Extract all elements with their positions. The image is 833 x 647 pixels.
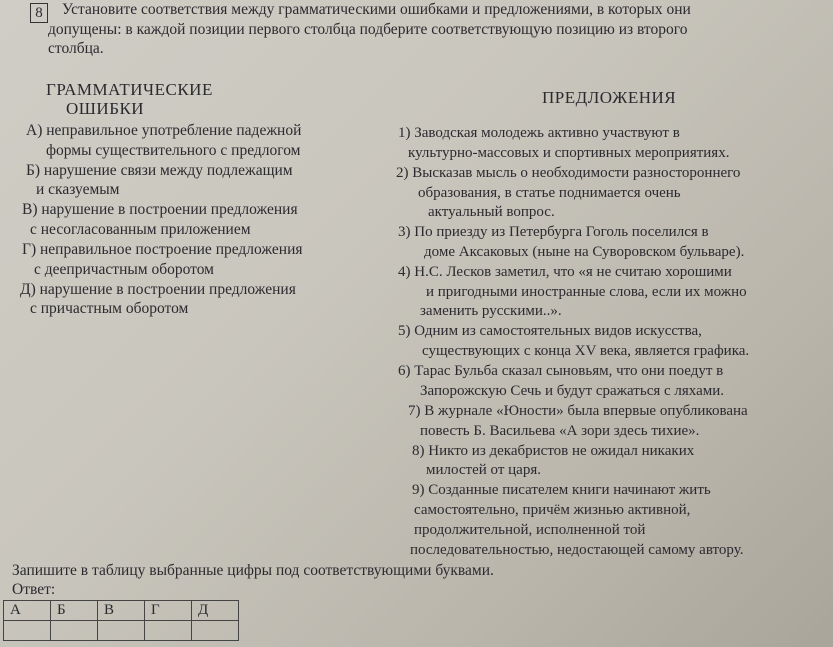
sentence-item: 5) Одним из самостоятельных видов искусства, <box>398 323 702 339</box>
error-item: с причастным оборотом <box>30 300 189 317</box>
error-item: В) нарушение в построении предложения <box>22 201 298 218</box>
instruction-text: Запишите в таблицу выбранные цифры под соответствующими буквами. <box>12 562 494 579</box>
right-header: ПРЕДЛОЖЕНИЯ <box>542 88 677 107</box>
sentence-item: доме Аксаковых (ныне на Суворовском бульваре). <box>424 244 745 260</box>
task-text-line: столбца. <box>48 40 104 57</box>
sentence-item: 1) Заводская молодежь активно участвуют в <box>398 125 680 141</box>
sentence-item: 7) В журнале «Юности» была впервые опубликована <box>408 403 748 419</box>
sentence-item: существующих с конца XV века, является графика. <box>422 343 750 359</box>
answer-cell-v[interactable] <box>98 621 145 641</box>
answer-header-g: Г <box>145 601 192 621</box>
answer-input-row <box>4 621 239 641</box>
sentence-item: и пригодными иностранные слова, если их можно <box>426 284 747 300</box>
error-item: Б) нарушение связи между подлежащим <box>26 162 293 179</box>
sentence-item: 6) Тарас Бульба сказал сыновьям, что они поедут в <box>398 363 724 379</box>
answer-cell-a[interactable] <box>4 621 51 641</box>
error-item: А) неправильное употребление падежной <box>26 122 302 139</box>
sentence-item: 3) По приезду из Петербурга Гоголь поселился в <box>398 224 709 240</box>
error-item: Г) неправильное построение предложения <box>22 241 303 258</box>
task-text-line: допущены: в каждой позиции первого столбца подберите соответствующую позицию из второго <box>48 21 688 38</box>
answer-header-v: В <box>98 601 145 621</box>
sentence-item: 9) Созданные писателем книги начинают жить <box>412 482 711 498</box>
error-item: с несогласованным приложением <box>30 221 251 238</box>
sentence-item: Запорожскую Сечь и будут сражаться с ляхами. <box>420 383 725 399</box>
answer-cell-b[interactable] <box>51 621 98 641</box>
sentence-item: 2) Высказав мысль о необходимости разностороннего <box>396 165 741 181</box>
left-header: ОШИБКИ <box>66 99 145 118</box>
error-item: формы существительного с предлогом <box>46 142 301 159</box>
answer-cell-g[interactable] <box>145 621 192 641</box>
answer-header-d: Д <box>192 601 239 621</box>
answer-cell-d[interactable] <box>192 621 239 641</box>
answer-table <box>3 600 239 641</box>
sentence-item: последовательностью, недостающей самому автору. <box>410 542 744 558</box>
sentence-item: культурно-массовых и спортивных мероприятиях. <box>408 145 730 161</box>
error-item: с деепричастным оборотом <box>34 261 214 278</box>
sentence-item: заменить русскими..». <box>420 303 562 319</box>
left-header: ГРАММАТИЧЕСКИЕ <box>46 80 213 99</box>
sentence-item: повесть Б. Васильева «А зори здесь тихие». <box>420 423 700 439</box>
answer-header-row <box>4 601 239 621</box>
sentence-item: 4) Н.С. Лесков заметил, что «я не считаю хорошими <box>398 264 732 280</box>
task-number: 8 <box>30 3 48 23</box>
sentence-item: милостей от царя. <box>426 462 541 478</box>
answer-label: Ответ: <box>12 581 56 598</box>
sentence-item: продолжительной, исполненной той <box>414 522 646 538</box>
error-item: и сказуемым <box>36 181 120 198</box>
sentence-item: актуальный вопрос. <box>428 204 555 220</box>
sentence-item: 8) Никто из декабристов не ожидал никаких <box>412 443 695 459</box>
sentence-item: образования, в статье поднимается очень <box>418 185 681 201</box>
sentence-item: самостоятельно, причём жизнью активной, <box>414 502 691 518</box>
answer-header-b: Б <box>51 601 98 621</box>
error-item: Д) нарушение в построении предложения <box>20 281 296 298</box>
answer-header-a: А <box>4 601 51 621</box>
task-text-line: Установите соответствия между грамматическими ошибками и предложениями, в которых они <box>62 1 691 18</box>
